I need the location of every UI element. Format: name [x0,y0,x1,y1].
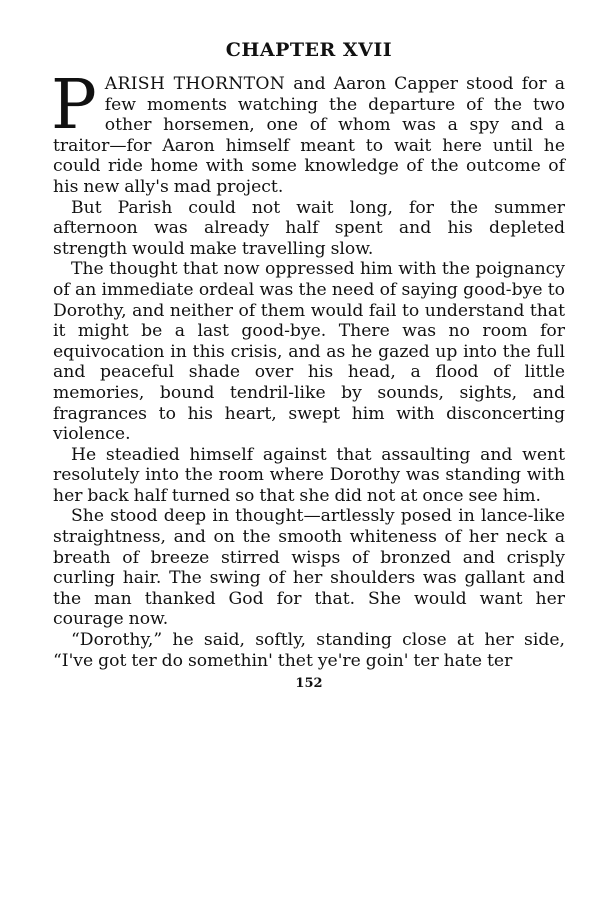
book-page [53,38,565,693]
paragraph-text: and Aaron Capper stood for a few moments watching the departure of the two other horsemen, one of whom was a spy and a traitor—for Aaron himself meant to wait here until he could ride home with some knowledge of the outcome of his new ally's mad project. [53,74,566,197]
paragraph-6: “Dorothy,” he said, softly, standing close at her side, “I've got ter do somethin' thet ye're goin' ter hate ter [53,630,565,671]
drop-cap: P [51,66,97,145]
paragraph-5: She stood deep in thought—artlessly posed in lance-like straightness, and on the smooth whiteness of her neck a breath of breeze stirred wisps of bronzed and crisply curling hair. The swing of her shoulders was gallant and the man thanked God for that. She would want her courage now. [53,506,565,630]
page-number: 152 [295,676,323,692]
paragraph-4: He steadied himself against that assaulting and went resolutely into the room where Dorothy was standing with her back half turned so that she did not at once see him. [53,444,565,506]
paragraph-1 [51,66,566,198]
paragraph-lead: ARISH THORNTON [104,74,286,94]
paragraph-2: But Parish could not wait long, for the summer afternoon was already half spent and his depleted strength would make travelling slow. [53,197,565,259]
paragraph-3: The thought that now oppressed him with the poignancy of an immediate ordeal was the need of saying good-bye to Dorothy, and neither of them would fail to understand that it might be a last good-bye. There was no room for equivocation in this crisis, and as he gazed up into the full and peaceful shade over his head, a flood of little memories, bound tendril-like by sounds, sights, and fragrances to his heart, swept him with disconcerting violence. [53,259,565,445]
chapter-title: CHAPTER XVII [225,39,393,61]
